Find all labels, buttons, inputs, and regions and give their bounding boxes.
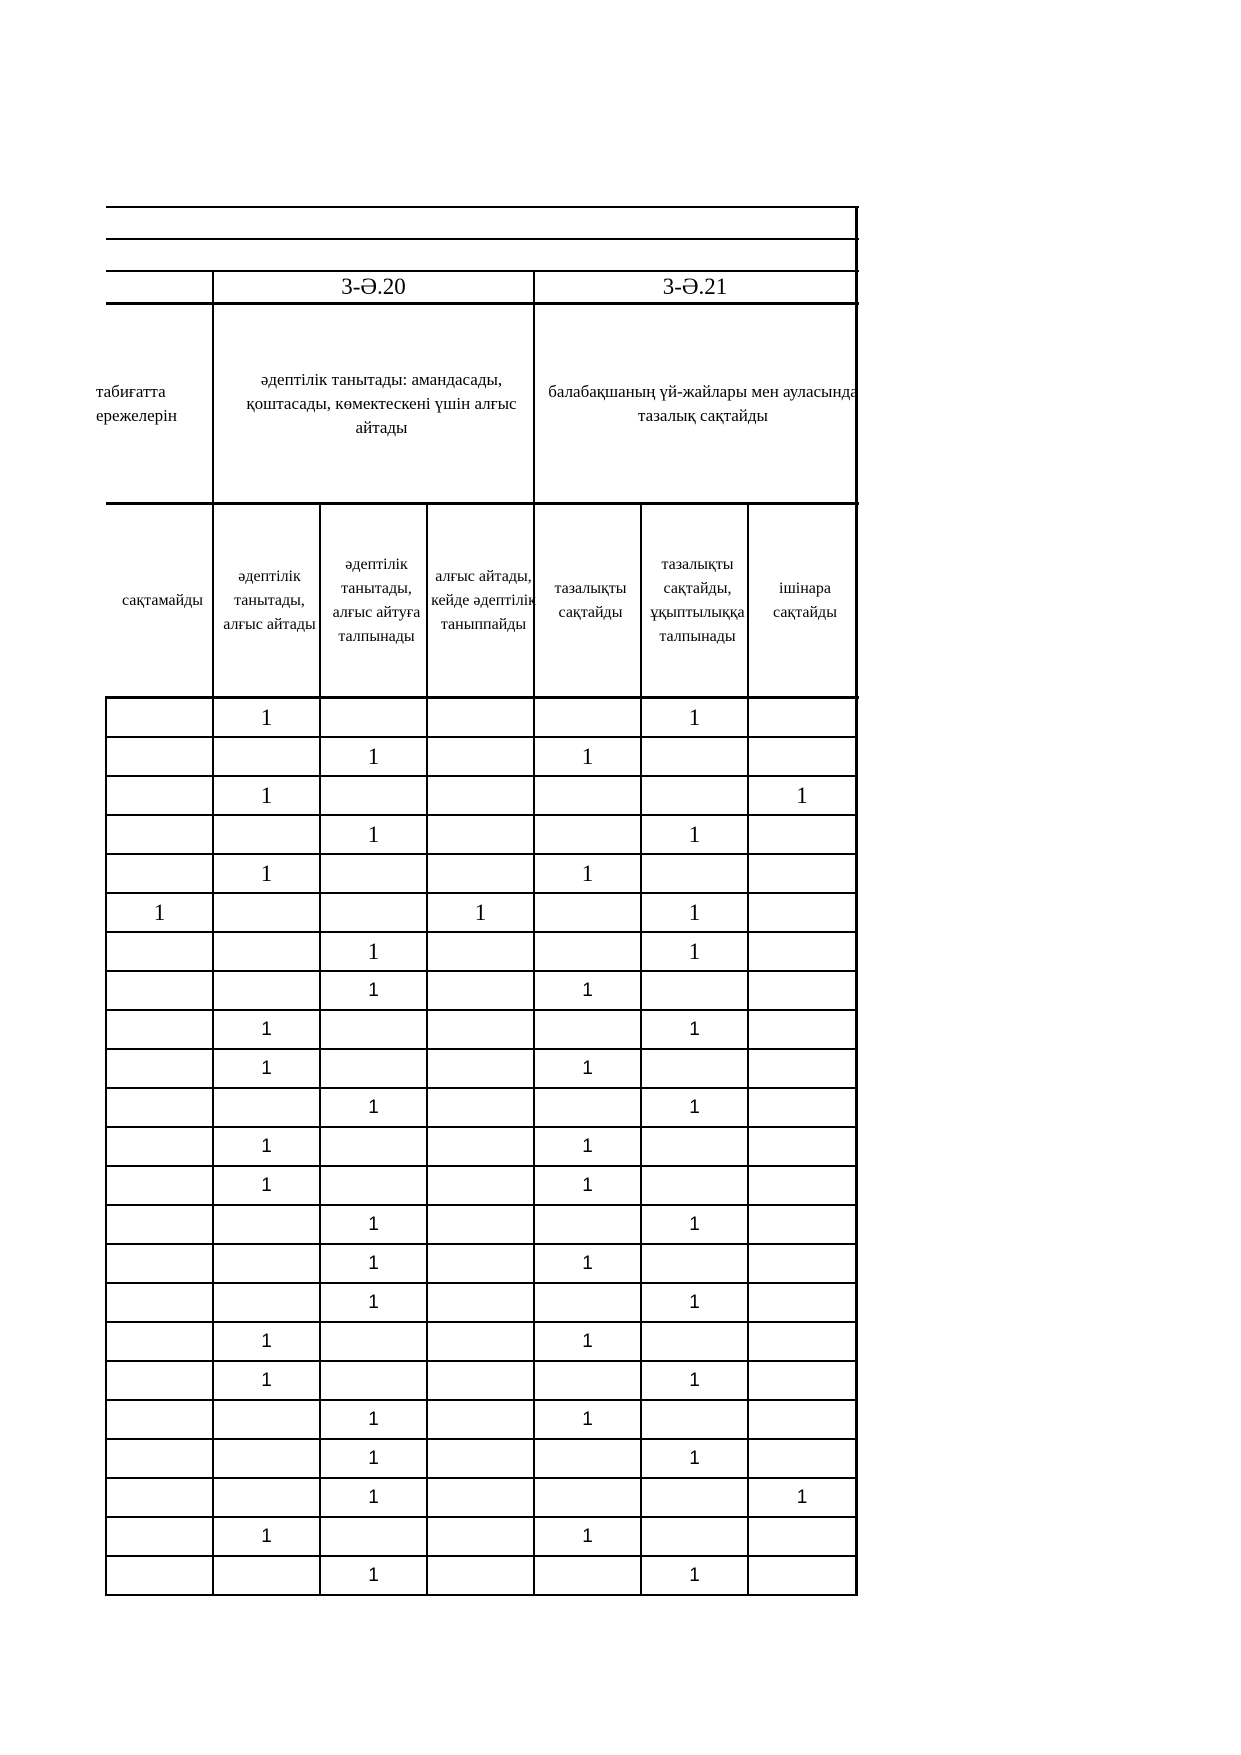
table-cell: 1 (689, 1447, 700, 1469)
table-cell: 1 (582, 1408, 593, 1430)
table-cell (107, 1089, 212, 1126)
group-code: 3-Ә.21 (662, 274, 728, 299)
table-cell (535, 816, 640, 853)
table-cell (642, 1128, 747, 1165)
table-cell: 1 (153, 899, 166, 925)
table-cell (642, 1050, 747, 1087)
table-cell (428, 1167, 533, 1204)
table-cell (214, 972, 319, 1009)
table-cell: 1 (260, 704, 273, 730)
table-cell (107, 1479, 212, 1516)
table-cell (428, 738, 533, 775)
table-cell: 1 (261, 1525, 272, 1547)
table-cell: 1 (796, 1486, 808, 1508)
table-cell (642, 1518, 747, 1555)
table-cell (321, 855, 426, 892)
table-rule (106, 206, 859, 208)
table-cell: 1 (689, 1018, 700, 1040)
table-cell (214, 1284, 319, 1321)
table-cell: 1 (368, 1252, 379, 1274)
table-cell (749, 1167, 855, 1204)
table-cell (321, 1167, 426, 1204)
table-cell: 1 (368, 1408, 379, 1430)
table-cell (107, 1557, 212, 1594)
table-cell (428, 1284, 533, 1321)
table-cell: 1 (689, 1291, 700, 1313)
table-cell (107, 972, 212, 1009)
table-cell (428, 933, 533, 970)
table-cell (428, 1557, 533, 1594)
table-cell (321, 777, 426, 814)
table-cell (107, 1206, 212, 1243)
table-cell (107, 855, 212, 892)
criterion-text: әдептілік танытады: амандасады, қоштасады, көмектескені үшін алғыс айтады (246, 369, 517, 437)
table-cell (749, 1518, 855, 1555)
table-cell (749, 1206, 855, 1243)
table-cell: 1 (368, 1486, 379, 1508)
table-cell (428, 1362, 533, 1399)
table-cell: 1 (261, 1174, 272, 1196)
table-cell (107, 1518, 212, 1555)
table-cell (749, 1050, 855, 1087)
table-cell (749, 1089, 855, 1126)
table-cell (428, 816, 533, 853)
table-cell (321, 894, 426, 931)
table-cell (214, 1206, 319, 1243)
level-header: тазалықты сақтайды, ұқыптылыққа талпынады (650, 555, 745, 645)
table-cell: 1 (689, 1096, 700, 1118)
table-cell (749, 1323, 855, 1360)
table-cell (749, 1362, 855, 1399)
table-cell (107, 933, 212, 970)
table-cell: 1 (261, 1369, 272, 1391)
table-cell (535, 1362, 640, 1399)
table-cell (107, 1284, 212, 1321)
table-cell: 1 (368, 1291, 379, 1313)
table-cell: 1 (688, 704, 701, 730)
table-cell (642, 1401, 747, 1438)
table-cell (749, 816, 855, 853)
table-cell (428, 1089, 533, 1126)
table-cell (428, 972, 533, 1009)
level-header: сақтамайды (121, 591, 204, 609)
table-cell: 1 (688, 938, 701, 964)
table-cell (749, 1284, 855, 1321)
table-cell (428, 777, 533, 814)
table-cell: 1 (582, 1525, 593, 1547)
table-cell (535, 1557, 640, 1594)
table-cell: 1 (261, 1135, 272, 1157)
group-code: 3-Ә.20 (341, 274, 406, 299)
table-cell (428, 1401, 533, 1438)
table-cell (535, 777, 640, 814)
table-cell (642, 1479, 747, 1516)
table-cell (214, 738, 319, 775)
table-cell: 1 (582, 1135, 593, 1157)
table-cell (107, 699, 212, 736)
table-cell (535, 1479, 640, 1516)
table-cell (214, 1479, 319, 1516)
table-cell: 1 (368, 1564, 379, 1586)
table-cell (642, 1323, 747, 1360)
table-cell (107, 1167, 212, 1204)
table-cell (428, 1206, 533, 1243)
table-cell (749, 894, 855, 931)
table-cell (321, 1362, 426, 1399)
table-cell: 1 (261, 1018, 272, 1040)
criterion-text: балабақшаның үй-жайлары мен ауласында тазалық сақтайды (548, 381, 858, 425)
table-cell: 1 (688, 899, 701, 925)
table-cell (642, 1245, 747, 1282)
table-cell: 1 (368, 979, 379, 1001)
table-cell (749, 1128, 855, 1165)
table-cell (428, 1011, 533, 1048)
criterion-fragment: табиғатта ережелерін (96, 381, 178, 425)
table-cell (214, 1245, 319, 1282)
table-cell (321, 1011, 426, 1048)
table-cell (107, 777, 212, 814)
table-cell (642, 738, 747, 775)
table-cell (321, 1323, 426, 1360)
table-cell: 1 (689, 1564, 700, 1586)
table-cell: 1 (581, 743, 594, 769)
table-cell (214, 1557, 319, 1594)
table-cell: 1 (474, 899, 487, 925)
table-cell: 1 (368, 1447, 379, 1469)
table-cell (428, 1479, 533, 1516)
table-cell (749, 855, 855, 892)
table-cell (321, 1050, 426, 1087)
table-cell (749, 1440, 855, 1477)
table-cell (535, 1206, 640, 1243)
table-cell (535, 1011, 640, 1048)
table-cell (749, 1401, 855, 1438)
table-cell (428, 1518, 533, 1555)
level-header: алғыс айтады, кейде әдептілік таныппайды (431, 567, 536, 633)
table-cell: 1 (689, 1369, 700, 1391)
table-cell (214, 1440, 319, 1477)
table-cell (428, 1128, 533, 1165)
table-cell: 1 (582, 979, 593, 1001)
table-cell (642, 1167, 747, 1204)
table-cell: 1 (688, 821, 701, 847)
table-cell (535, 1089, 640, 1126)
table-cell: 1 (260, 782, 273, 808)
table-cell: 1 (367, 938, 380, 964)
table-cell (749, 933, 855, 970)
table-cell: 1 (261, 1057, 272, 1079)
table-cell (749, 1011, 855, 1048)
level-header: әдептілік танытады, алғыс айтуға талпынады (332, 555, 421, 645)
table-cell (321, 699, 426, 736)
table-cell (107, 816, 212, 853)
table-cell (107, 738, 212, 775)
table-cell: 1 (582, 1174, 593, 1196)
table-cell (749, 1557, 855, 1594)
table-cell: 1 (368, 1213, 379, 1235)
table-cell (428, 1245, 533, 1282)
table-cell (535, 699, 640, 736)
table-cell (214, 1089, 319, 1126)
table-cell (428, 855, 533, 892)
table-cell: 1 (367, 743, 380, 769)
table-cell: 1 (261, 1330, 272, 1352)
table-cell: 1 (581, 860, 594, 886)
table-cell (107, 1401, 212, 1438)
table-cell: 1 (260, 860, 273, 886)
level-header: ішінара сақтайды (773, 579, 837, 621)
table-cell: 1 (582, 1252, 593, 1274)
table-cell (642, 777, 747, 814)
table-cell: 1 (582, 1057, 593, 1079)
table-cell (107, 1128, 212, 1165)
table-cell (428, 699, 533, 736)
table-cell (321, 1128, 426, 1165)
table-cell (535, 1284, 640, 1321)
level-header: тазалықты сақтайды (554, 579, 627, 621)
level-header: әдептілік танытады, алғыс айтады (223, 567, 316, 633)
table-cell (214, 894, 319, 931)
table-rule (106, 238, 859, 240)
table-cell: 1 (368, 1096, 379, 1118)
table-cell (535, 894, 640, 931)
table-cell (107, 1323, 212, 1360)
table-cell (749, 738, 855, 775)
table-cell: 1 (367, 821, 380, 847)
table-cell (214, 816, 319, 853)
table-cell (428, 1323, 533, 1360)
table-cell (749, 699, 855, 736)
table-cell (749, 1245, 855, 1282)
table-cell (107, 1245, 212, 1282)
table-cell (214, 1401, 319, 1438)
table-cell (107, 1440, 212, 1477)
table-cell: 1 (796, 782, 808, 808)
table-cell (428, 1440, 533, 1477)
table-cell (214, 933, 319, 970)
table-cell (321, 1518, 426, 1555)
table-rule (106, 1594, 858, 1596)
table-cell (107, 1011, 212, 1048)
table-cell: 1 (582, 1330, 593, 1352)
table-cell (107, 1362, 212, 1399)
table-cell (642, 972, 747, 1009)
table-cell (642, 855, 747, 892)
table-cell (535, 1440, 640, 1477)
table-cell (107, 1050, 212, 1087)
table-cell: 1 (689, 1213, 700, 1235)
table-cell (535, 933, 640, 970)
table-cell (749, 972, 855, 1009)
table-cell (428, 1050, 533, 1087)
